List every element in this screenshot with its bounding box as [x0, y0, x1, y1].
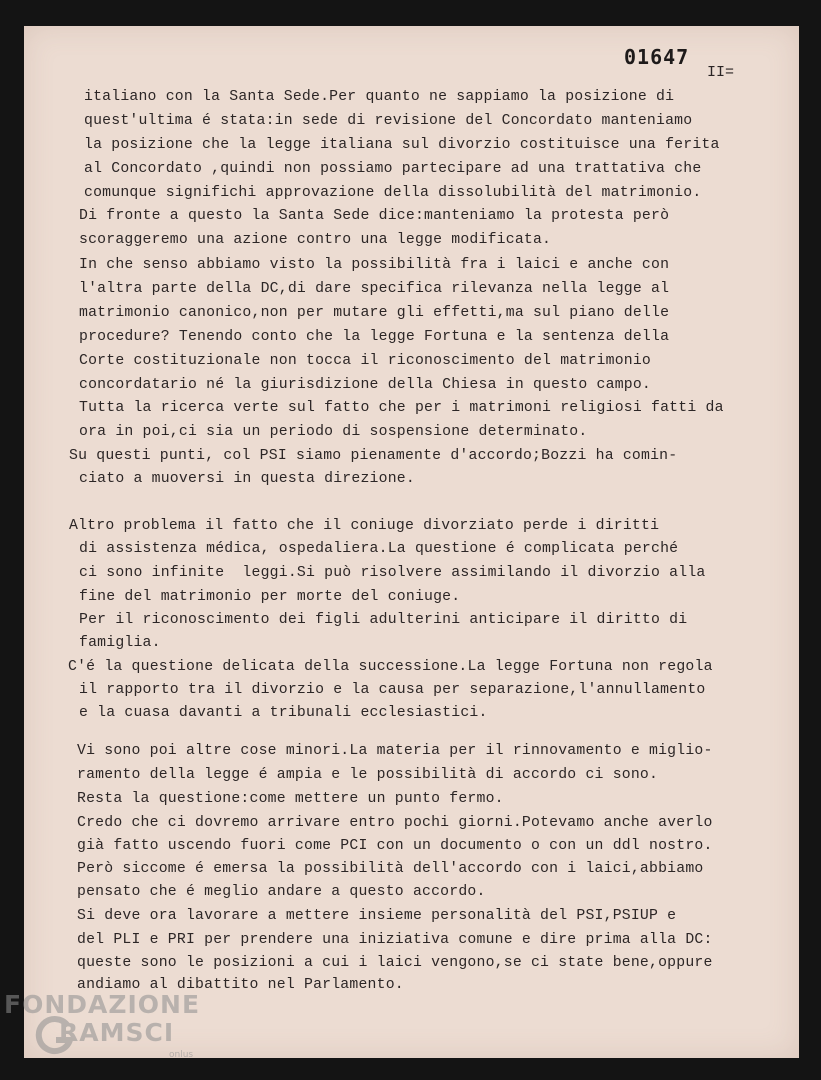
text-line: pensato che é meglio andare a questo accordo.	[77, 884, 486, 900]
text-line: queste sono le posizioni a cui i laici vengono,se ci state bene,oppure	[77, 955, 713, 971]
watermark-suffix: onlus	[169, 1050, 194, 1060]
text-line: ramento della legge é ampia e le possibilità di accordo ci sono.	[77, 767, 659, 783]
document-number: 01647	[624, 45, 690, 69]
text-line: ciato a muoversi in questa direzione.	[79, 471, 415, 487]
text-line: scoraggeremo una azione contro una legge modificata.	[79, 232, 552, 248]
text-line: concordatario né la giurisdizione della Chiesa in questo campo.	[79, 377, 652, 393]
text-line: quest'ultima é stata:in sede di revisione del Concordato manteniamo	[84, 113, 693, 129]
text-line: e la cuasa davanti a tribunali ecclesiastici.	[79, 705, 488, 721]
text-line: Altro problema il fatto che il coniuge divorziato perde i diritti	[69, 518, 660, 534]
text-line: C'é la questione delicata della successione.La legge Fortuna non regola	[68, 659, 713, 675]
text-line: In che senso abbiamo visto la possibilità fra i laici e anche con	[79, 257, 670, 273]
watermark-line1: FONDAZIONE	[4, 990, 201, 1019]
text-line: Però siccome é emersa la possibilità dell'accordo con i laici,abbiamo	[77, 861, 704, 877]
text-line: il rapporto tra il divorzio e la causa per separazione,l'annullamento	[79, 682, 706, 698]
text-line: ora in poi,ci sia un periodo di sospensione determinato.	[79, 424, 588, 440]
page-mark: II=	[707, 64, 735, 81]
text-line: Per il riconoscimento dei figli adulterini anticipare il diritto di	[79, 612, 688, 628]
text-line: ci sono infinite leggi.Si può risolvere assimilando il divorzio alla	[79, 565, 706, 581]
text-line: andiamo al dibattito nel Parlamento.	[77, 977, 404, 993]
text-line: la posizione che la legge italiana sul divorzio costituisce una ferita	[84, 137, 720, 153]
text-line: Si deve ora lavorare a mettere insieme personalità del PSI,PSIUP e	[77, 908, 677, 924]
text-line: di assistenza médica, ospedaliera.La questione é complicata perché	[79, 541, 679, 557]
text-line: matrimonio canonico,non per mutare gli effetti,ma sul piano delle	[79, 305, 670, 321]
text-line: Vi sono poi altre cose minori.La materia per il rinnovamento e miglio-	[77, 743, 713, 759]
text-line: Su questi punti, col PSI siamo pienamente d'accordo;Bozzi ha comin-	[69, 448, 678, 464]
text-line: fine del matrimonio per morte del coniuge.	[79, 589, 461, 605]
text-line: Di fronte a questo la Santa Sede dice:manteniamo la protesta però	[79, 208, 670, 224]
text-line: del PLI e PRI per prendere una iniziativa comune e dire prima alla DC:	[77, 932, 713, 948]
text-line: Resta la questione:come mettere un punto fermo.	[77, 791, 504, 807]
watermark-line2: RAMSCI	[59, 1018, 175, 1047]
text-line: Tutta la ricerca verte sul fatto che per i matrimoni religiosi fatti da	[79, 400, 724, 416]
text-line: già fatto uscendo fuori come PCI con un documento o con un ddl nostro.	[77, 838, 713, 854]
text-line: procedure? Tenendo conto che la legge Fortuna e la sentenza della	[79, 329, 670, 345]
text-line: famiglia.	[79, 635, 161, 651]
text-line: al Concordato ,quindi non possiamo partecipare ad una trattativa che	[84, 161, 702, 177]
text-line: l'altra parte della DC,di dare specifica rilevanza nella legge al	[79, 281, 670, 297]
text-line: comunque significhi approvazione della dissolubilità del matrimonio.	[84, 185, 702, 201]
text-line: Corte costituzionale non tocca il riconoscimento del matrimonio	[79, 353, 652, 369]
text-line: italiano con la Santa Sede.Per quanto ne sappiamo la posizione di	[84, 89, 675, 105]
text-line: Credo che ci dovremo arrivare entro pochi giorni.Potevamo anche averlo	[77, 815, 713, 831]
